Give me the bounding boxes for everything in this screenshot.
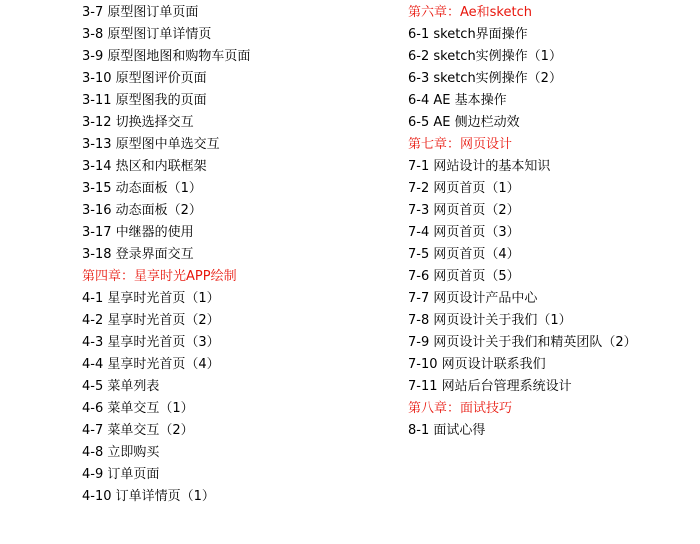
lesson-item: 4-1 星享时光首页（1） [82,291,220,306]
lesson-item: 8-1 面试心得 [408,423,486,438]
lesson-item: 3-8 原型图订单详情页 [82,27,212,42]
lesson-item: 7-7 网页设计产品中心 [408,291,538,306]
lesson-item: 4-6 菜单交互（1） [82,401,194,416]
lesson-item: 3-11 原型图我的页面 [82,93,207,108]
lesson-item: 6-4 AE 基本操作 [408,93,507,108]
lesson-item: 3-15 动态面板（1） [82,181,202,196]
lesson-item: 3-18 登录界面交互 [82,247,194,262]
lesson-item: 3-10 原型图评价页面 [82,71,207,86]
course-outline-right-column [408,2,637,442]
lesson-item: 4-7 菜单交互（2） [82,423,194,438]
lesson-item: 7-8 网页设计关于我们（1） [408,313,572,328]
lesson-item: 3-13 原型图中单选交互 [82,137,220,152]
lesson-item: 4-4 星享时光首页（4） [82,357,220,372]
lesson-item: 3-9 原型图地图和购物车页面 [82,49,251,64]
lesson-item: 7-5 网页首页（4） [408,247,520,262]
lesson-item: 7-9 网页设计关于我们和精英团队（2） [408,335,637,350]
lesson-item: 3-12 切换选择交互 [82,115,194,130]
lesson-item: 7-6 网页首页（5） [408,269,520,284]
lesson-item: 3-17 中继器的使用 [82,225,194,240]
lesson-item: 6-1 sketch界面操作 [408,27,528,42]
chapter-heading: 第六章：Ae和sketch [408,5,532,20]
lesson-item: 6-5 AE 侧边栏动效 [408,115,520,130]
lesson-item: 4-5 菜单列表 [82,379,160,394]
lesson-item: 6-2 sketch实例操作（1） [408,49,562,64]
lesson-item: 4-8 立即购买 [82,445,160,460]
course-outline-left-column [82,2,250,508]
lesson-item: 7-3 网页首页（2） [408,203,520,218]
lesson-item: 7-2 网页首页（1） [408,181,520,196]
lesson-item: 4-3 星享时光首页（3） [82,335,220,350]
lesson-item: 4-9 订单页面 [82,467,160,482]
lesson-item: 4-2 星享时光首页（2） [82,313,220,328]
lesson-item: 7-4 网页首页（3） [408,225,520,240]
lesson-item: 6-3 sketch实例操作（2） [408,71,562,86]
lesson-item: 7-11 网站后台管理系统设计 [408,379,572,394]
lesson-item: 7-1 网站设计的基本知识 [408,159,551,174]
lesson-item: 4-10 订单详情页（1） [82,489,215,504]
lesson-item: 3-7 原型图订单页面 [82,5,199,20]
chapter-heading: 第七章：网页设计 [408,137,513,152]
chapter-heading: 第四章：星享时光APP绘制 [82,269,237,284]
chapter-heading: 第八章：面试技巧 [408,401,513,416]
lesson-item: 3-14 热区和内联框架 [82,159,207,174]
lesson-item: 3-16 动态面板（2） [82,203,202,218]
lesson-item: 7-10 网页设计联系我们 [408,357,546,372]
